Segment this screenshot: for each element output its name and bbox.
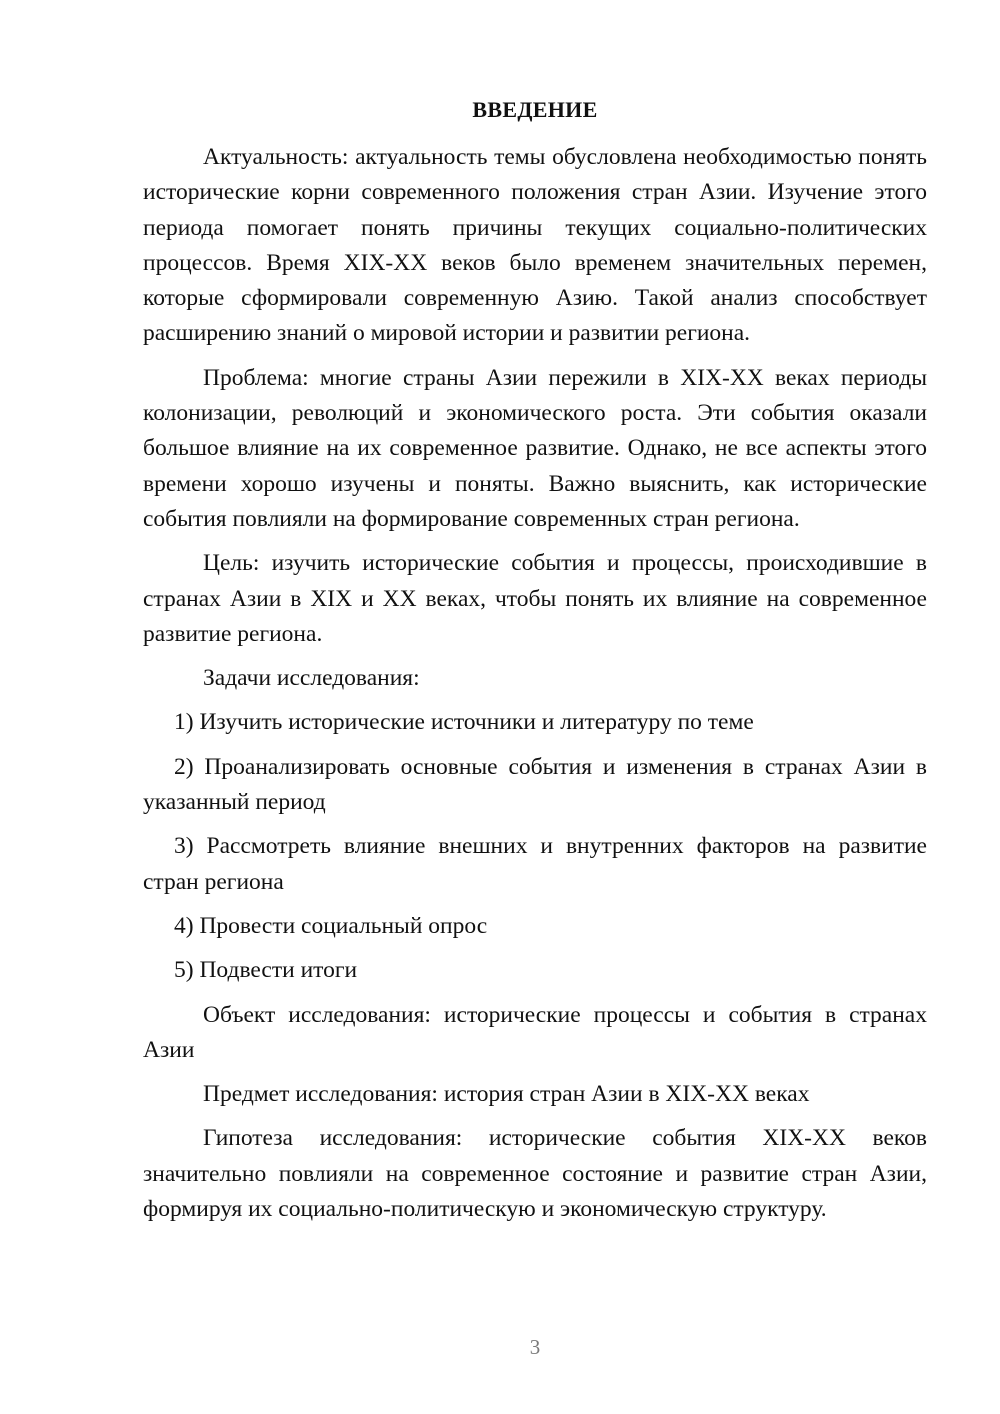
task-item-4: 4) Провести социальный опрос bbox=[174, 912, 488, 939]
document-body bbox=[143, 140, 927, 1236]
page-title: ВВЕДЕНИЕ bbox=[472, 97, 598, 122]
page-number: 3 bbox=[529, 1335, 541, 1359]
task-item-2: 2) Проанализировать основные события и изменения в странах Азии в указанный период bbox=[143, 753, 927, 816]
paragraph-subject: Предмет исследования: история стран Азии в XIX-XX веках bbox=[203, 1081, 810, 1108]
paragraph-tasks-heading: Задачи исследования: bbox=[203, 665, 420, 692]
task-item-3: 3) Рассмотреть влияние внешних и внутренних факторов на развитие стран региона bbox=[143, 833, 927, 895]
paragraph-relevance: Актуальность: актуальность темы обусловлена необходимостью понять исторические корни современного положения стран Азии. Изучение этого периода помогает понять причины текущих социально-политических процессов. Время XIX-XX веков было временем значительных перемен, которые сформировали современную Азию. Такой анализ способствует расширению знаний о мировой истории и развитии региона. bbox=[143, 144, 927, 347]
task-item-5: 5) Подвести итоги bbox=[174, 957, 358, 984]
paragraph-hypothesis: Гипотеза исследования: исторические события XIX-XX веков значительно повлияли на современное состояние и развитие стран Азии, формируя их социально-политическую и экономическую структуру. bbox=[143, 1125, 927, 1223]
task-item-1: 1) Изучить исторические источники и литературу по теме bbox=[174, 709, 754, 736]
paragraph-goal: Цель: изучить исторические события и процессы, происходившие в странах Азии в XIX и XX веках, чтобы понять их влияние на современное развитие региона. bbox=[143, 550, 927, 647]
paragraph-problem: Проблема: многие страны Азии пережили в XIX-XX веках периоды колонизации, революций и экономического роста. Эти события оказали большое влияние на их современное развитие. Однако, не все аспекты этого времени хорошо изучены и поняты. Важно выяснить, как исторические события повлияли на формирование современных стран региона. bbox=[143, 364, 927, 532]
paragraph-object: Объект исследования: исторические процессы и события в странах Азии bbox=[143, 1001, 927, 1063]
